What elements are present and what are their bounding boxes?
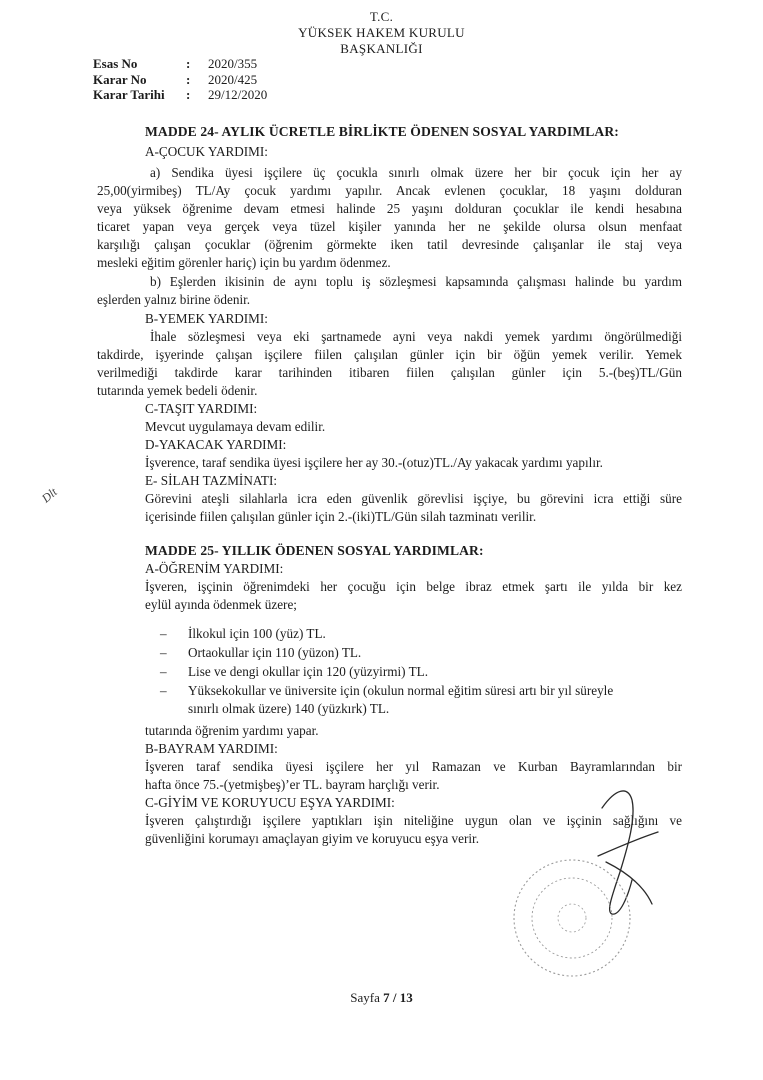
transport-aid-heading: C-TAŞIT YARDIMI: <box>145 401 258 416</box>
meta-row-karar: Karar No : 2020/425 <box>93 71 258 87</box>
header-institution: YÜKSEK HAKEM KURULU <box>298 25 465 40</box>
footer-page-number: 7 / 13 <box>383 990 413 1005</box>
child-aid-heading: A-ÇOCUK YARDIMI: <box>145 144 268 159</box>
article-25-title: MADDE 25- YILLIK ÖDENEN SOSYAL YARDIMLAR: <box>145 543 484 558</box>
dash-icon: – <box>160 626 167 641</box>
page-footer <box>0 990 763 1006</box>
education-aid-intro-line: eylül ayında ödenmek üzere; <box>145 597 297 612</box>
child-aid-para-line: a) Sendika üyesi işçilere üç çocukla sınırlı olmak üzere her bir çocuk için her ay <box>150 165 682 180</box>
dash-icon: – <box>160 645 167 660</box>
holiday-aid-line: hafta önce 75.-(yetmişbeş)’er TL. bayram harçlığı verir. <box>145 777 440 792</box>
child-aid-para-line: karşılığı çalışan çocuklar (öğrenim görmekte iken tatil devresinde çalışanlar ile staj veya <box>97 237 682 252</box>
list-item-text: İlkokul için 100 (yüz) TL. <box>188 626 326 641</box>
fuel-aid-heading: D-YAKACAK YARDIMI: <box>145 437 287 452</box>
meal-aid-line: tutarında yemek bedeli ödenir. <box>97 383 258 398</box>
list-item-text: Lise ve dengi okullar için 120 (yüzyirmi) TL. <box>188 664 429 679</box>
meta-value: 2020/355 <box>208 56 258 71</box>
footer-label: Sayfa <box>350 990 380 1005</box>
weapon-allowance-line: içerisinde fiilen çalışılan günler için 2.-(iki)TL/Gün silah tazminatı verilir. <box>145 509 537 524</box>
list-item-text: Ortaokullar için 110 (yüzon) TL. <box>188 645 362 660</box>
child-aid-b-line: eşlerden yalnız birine ödenir. <box>97 292 251 307</box>
holiday-aid-line: İşveren taraf sendika üyesi işçilere her yıl Ramazan ve Kurban Bayramlarından bir <box>145 759 682 774</box>
weapon-allowance-heading: E- SİLAH TAZMİNATI: <box>145 473 278 488</box>
signature-icon <box>598 791 658 914</box>
margin-handwritten-note: Dlt <box>38 484 60 506</box>
meta-key: Karar No <box>93 71 147 87</box>
holiday-aid-heading: B-BAYRAM YARDIMI: <box>145 741 278 756</box>
header-tc: T.C. <box>369 9 394 24</box>
education-aid-intro-line: İşveren, işçinin öğrenimdeki her çocuğu için belge ibraz etmek şartı ile yılda bir kez <box>145 579 682 594</box>
child-aid-para-line: 25,00(yirmibeş) TL/Ay çocuk yardımı yapılır. Ancak evlenen çocuklar, 18 yaşını dolduran <box>97 183 682 198</box>
meal-aid-heading: B-YEMEK YARDIMI: <box>145 311 268 326</box>
child-aid-para-line: mesleki eğitim görenler hariç) için bu yardım ödenmez. <box>97 255 391 270</box>
education-aid-heading: A-ÖĞRENİM YARDIMI: <box>145 561 284 576</box>
child-aid-para-line: veya yüksek öğrenime devam etmesi halinde 25 yaşını dolduran çocuklar ile kendi hesabına <box>97 201 682 216</box>
dash-icon: – <box>160 664 167 679</box>
header-presidency: BAŞKANLIĞI <box>340 41 423 56</box>
list-item-text: sınırlı olmak üzere) 140 (yüzkırk) TL. <box>188 701 390 716</box>
weapon-allowance-line: Görevini ateşli silahlarla icra eden güvenlik görevlisi işçiye, bu görevini icra ettiği süre <box>145 491 682 506</box>
meal-aid-line: İhale sözleşmesi veya eki şartnamede ayni veya nakdi yemek yardımı öngörülmediği <box>150 329 682 344</box>
dash-icon: – <box>160 683 167 698</box>
meal-aid-line: takdirde, işyerinde çalışan işçilere fiilen çalışılan günler için bir öğün yemek verilir. Yemek <box>97 347 682 362</box>
child-aid-para-line: ticaret yapan veya gerçek veya tüzel kişiler yanında her ne şekilde olursa olsun menfaat <box>97 219 682 234</box>
child-aid-b-line: b) Eşlerden ikisinin de aynı toplu iş sözleşmesi kapsamında çalışması halinde bu yardım <box>150 274 682 289</box>
transport-aid-text: Mevcut uygulamaya devam edilir. <box>145 419 326 434</box>
education-aid-outro: tutarında öğrenim yardımı yapar. <box>145 723 319 738</box>
meta-key: Esas No <box>93 56 138 71</box>
meal-aid-line: verilmediği takdirde karar tarihinden itibaren fiilen çalışılan günler için 5.-(beş)TL/Gün <box>97 365 682 380</box>
list-item-text: Yüksekokullar ve üniversite için (okulun normal eğitim süresi artı bir yıl süreyle <box>188 683 614 698</box>
fuel-aid-text: İşverence, taraf sendika üyesi işçilere her ay 30.-(otuz)TL./Ay yakacak yardımı yapılır. <box>145 455 603 470</box>
meta-value: 29/12/2020 <box>208 87 268 102</box>
meta-value: 2020/425 <box>208 71 258 87</box>
clothing-aid-line: İşveren çalıştırdığı işçilere yaptıkları işin niteliğine uygun olan ve işçinin sağlığını ve <box>145 813 682 828</box>
article-24-title: MADDE 24- AYLIK ÜCRETLE BİRLİKTE ÖDENEN SOSYAL YARDIMLAR: <box>145 124 619 139</box>
clothing-aid-line: güvenliğini korumayı amaçlayan giyim ve koruyucu eşya verir. <box>145 831 479 846</box>
official-stamp-icon <box>514 860 630 976</box>
clothing-aid-heading: C-GİYİM VE KORUYUCU EŞYA YARDIMI: <box>145 795 395 810</box>
meta-row-esas: Esas No : 2020/355 <box>93 56 258 71</box>
meta-row-tarih: Karar Tarihi : 29/12/2020 <box>93 87 268 102</box>
meta-key: Karar Tarihi <box>93 87 165 102</box>
